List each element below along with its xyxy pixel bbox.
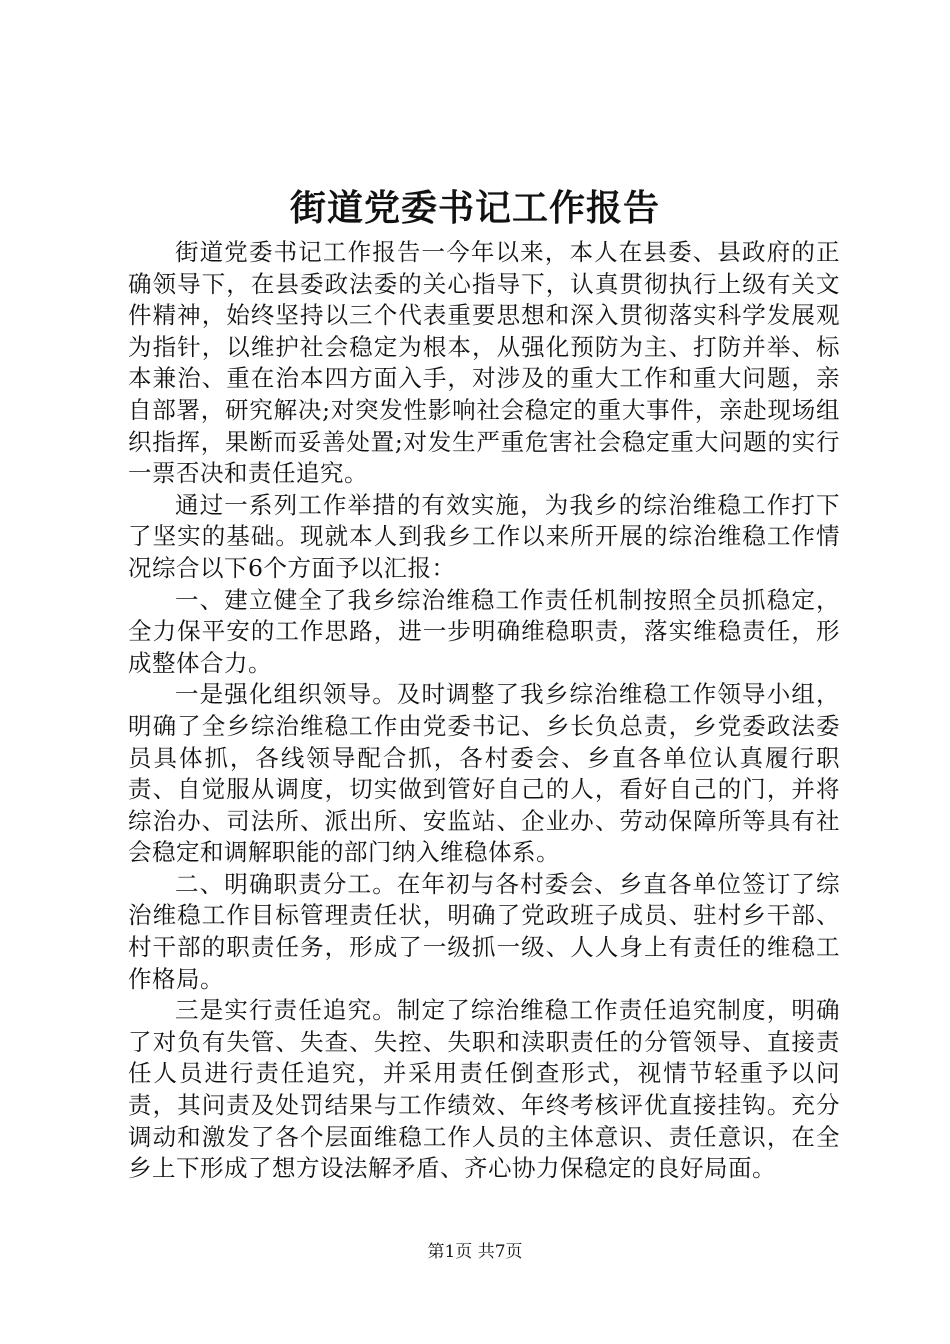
- document-body: [128, 237, 840, 1185]
- paragraph-5: 二、明确职责分工。在年初与各村委会、乡直各单位签订了综治维稳工作目标管理责任状，明确了党政班子成员、驻村乡干部、村干部的职责任务，形成了一级抓一级、人人身上有责任的维稳工作格局。: [128, 869, 840, 993]
- paragraph-6: 三是实行责任追究。制定了综治维稳工作责任追究制度，明确了对负有失管、失查、失控、失职和渎职责任的分管领导、直接责任人员进行责任追究，并采用责任倒查形式，视情节轻重予以问责，其问责及处罚结果与工作绩效、年终考核评优直接挂钩。充分调动和激发了各个层面维稳工作人员的主体意识、责任意识，在全乡上下形成了想方设法解矛盾、齐心协力保稳定的良好局面。: [128, 996, 840, 1183]
- paragraph-3: 一、建立健全了我乡综治维稳工作责任机制按照全员抓稳定，全力保平安的工作思路，进一步明确维稳职责，落实维稳责任，形成整体合力。: [128, 585, 840, 677]
- paragraph-4: 一是强化组织领导。及时调整了我乡综治维稳工作领导小组，明确了全乡综治维稳工作由党委书记、乡长负总责，乡党委政法委员具体抓，各线领导配合抓，各村委会、乡直各单位认真履行职责、自觉服从调度，切实做到管好自己的人，看好自己的门，并将综治办、司法所、派出所、安监站、企业办、劳动保障所等具有社会稳定和调解职能的部门纳入维稳体系。: [128, 680, 840, 867]
- page-number: 第1页 共7页: [427, 1242, 523, 1262]
- paragraph-1: 街道党委书记工作报告一今年以来，本人在县委、县政府的正确领导下，在县委政法委的关心指导下，认真贯彻执行上级有关文件精神，始终坚持以三个代表重要思想和深入贯彻落实科学发展观为指针，以维护社会稳定为根本，从强化预防为主、打防并举、标本兼治、重在治本四方面入手，对涉及的重大工作和重大问题，亲自部署，研究解决;对突发性影响社会稳定的重大事件，亲赴现场组织指挥，果断而妥善处置;对发生严重危害社会稳定重大问题的实行一票否决和责任追究。: [128, 238, 840, 488]
- paragraph-2: 通过一系列工作举措的有效实施，为我乡的综治维稳工作打下了坚实的基础。现就本人到我乡工作以来所开展的综治维稳工作情况综合以下6个方面予以汇报：: [128, 490, 840, 582]
- document-title: 街道党委书记工作报告: [289, 187, 660, 229]
